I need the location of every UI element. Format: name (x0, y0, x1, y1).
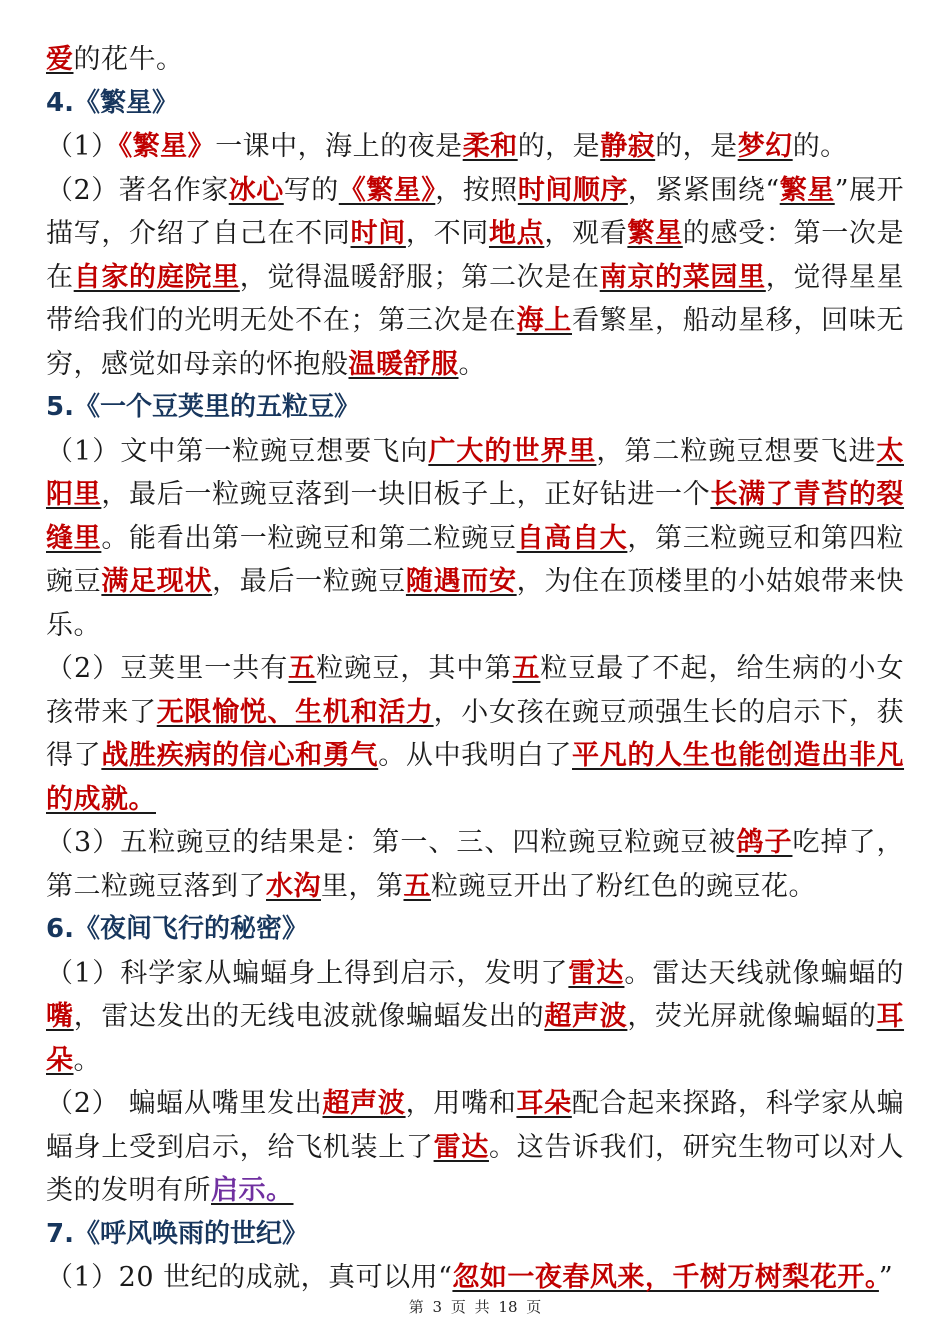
paragraph-5-2 (46, 647, 904, 821)
answer: 五 (403, 870, 431, 902)
text: ，不同 (405, 218, 489, 249)
paragraph-7-1 (46, 1256, 904, 1300)
answer: 南京的菜园里 (599, 261, 766, 293)
page-footer (0, 1296, 950, 1317)
answer: 自高自大 (516, 522, 628, 554)
current-page-number: 3 (432, 1298, 443, 1316)
text: 。这告诉我们，研究生物可以对人类的发明有所 (46, 1131, 905, 1206)
section-heading-7: 7.《呼风唤雨的世纪》 (46, 1218, 308, 1249)
footer-total-word: 共 (474, 1298, 490, 1316)
text: （2）豆荚里一共有 (46, 653, 289, 684)
text: （3）五粒豌豆的结果是：第一、三、四粒豌豆粒豌豆被 (46, 827, 737, 858)
answer: 自家的庭院里 (73, 261, 240, 293)
answer: 太阳里 (46, 435, 904, 510)
answer: 爱 (46, 44, 74, 75)
text: 。 (458, 348, 486, 380)
text: （1）20 世纪的成就，真可以用“ (46, 1262, 453, 1293)
text: （2）著名作家 (46, 174, 229, 206)
text: 的感受：第一次是在 (46, 218, 905, 293)
paragraph-5-1 (46, 430, 904, 648)
text: ，觉得星星带给我们的光明无处不在；第三次是在 (46, 261, 905, 336)
answer: 满足现状 (101, 566, 213, 597)
text: 配合起来探路，科学家从蝙蝠身上受到启示，给飞机装上了 (46, 1088, 905, 1163)
text: 的，是 (655, 131, 738, 162)
paragraph-6-2 (46, 1082, 904, 1213)
paragraph-intro (46, 38, 904, 82)
footer-prefix: 第 (408, 1298, 424, 1316)
answer: 梦幻 (737, 131, 793, 162)
text: ，最后一粒豌豆落到一块旧板子上，正好钻进一个 (101, 479, 711, 510)
answer: 平凡的人生也能创造出非凡的成就。 (46, 740, 905, 815)
text: ”展开描写，介绍了自己在不同 (46, 174, 905, 249)
answer: 水沟 (266, 870, 321, 902)
text: （1） (46, 131, 119, 162)
text: （2） 蝙蝠从嘴里发出 (46, 1088, 323, 1119)
text: ，按照 (435, 174, 518, 206)
answer: 五 (288, 653, 317, 684)
answer: 鸽子 (736, 827, 793, 858)
text: 粒豆最了不起，给生病的小女孩带来了 (46, 653, 905, 728)
text: ，觉得温暖舒服；第二次是在 (239, 261, 600, 293)
paragraph-4-2 (46, 169, 904, 387)
answer: 海上 (516, 305, 572, 336)
footer-suffix: 页 (526, 1298, 542, 1316)
answer: 繁星 (779, 174, 835, 206)
text: ，雷达发出的无线电波就像蝙蝠发出的 (73, 1001, 545, 1032)
paragraph-5-3 (46, 821, 904, 908)
title-text: 《繁星》 (118, 131, 216, 162)
paragraph-6-1 (46, 952, 904, 1083)
text: 的花牛。 (73, 44, 184, 75)
section-heading-5: 5.《一个豆荚里的五粒豆》 (46, 392, 360, 422)
answer: 超声波 (322, 1088, 406, 1119)
section-heading-6: 6.《夜间飞行的秘密》 (46, 914, 308, 944)
answer: 冰心 (228, 174, 284, 206)
answer: 无限愉悦、生机和活力 (156, 696, 434, 728)
answer: 忽如一夜春风来，千树万树梨花开。 (452, 1262, 879, 1293)
text: 吃掉了，第二粒豌豆落到了 (46, 827, 905, 902)
text: 的，是 (517, 131, 601, 162)
section-heading-4: 4.《繁星》 (46, 87, 178, 118)
text: （1）科学家从蝙蝠身上得到启示，发明了 (46, 957, 569, 989)
answer: 时间顺序 (517, 174, 628, 206)
answer: 随遇而安 (405, 566, 517, 597)
text: ，最后一粒豌豆 (212, 566, 406, 597)
text: ，第二粒豌豆想要飞进 (596, 435, 877, 467)
text: ，为住在顶楼里的小姑娘带来快乐。 (46, 566, 905, 641)
text: 。雷达天线就像蝙蝠的 (624, 957, 905, 989)
answer: 繁星 (627, 218, 683, 249)
text: 的。 (792, 131, 848, 162)
answer: 战胜疾病的信心和勇气 (101, 740, 379, 771)
text: ，小女孩在豌豆顽强生长的启示下，获得了 (46, 696, 905, 771)
text: 里，第 (321, 870, 404, 902)
text: 写的 (283, 174, 339, 206)
text: （1）文中第一粒豌豆想要飞向 (46, 435, 429, 467)
answer: 雷达 (433, 1131, 489, 1163)
answer: 广大的世界里 (428, 435, 597, 467)
answer: 柔和 (462, 131, 518, 162)
text: 。从中我明白了 (378, 740, 573, 771)
text: ，第三粒豌豆和第四粒豌豆 (46, 522, 905, 597)
text: 。 (73, 1044, 101, 1076)
answer: 地点 (488, 218, 545, 249)
text: ” (878, 1262, 894, 1293)
total-pages: 18 (498, 1298, 518, 1316)
text: 。能看出第一粒豌豆和第二粒豌豆 (101, 522, 517, 554)
answer: 雷达 (568, 957, 625, 989)
answer: 耳朵 (46, 1001, 905, 1076)
answer: 静寂 (600, 131, 656, 162)
answer: 嘴 (46, 1001, 74, 1032)
text: 粒豌豆开出了粉红色的豌豆花。 (431, 870, 816, 902)
text: 看繁星，船动星移，回味无穷，感觉如母亲的怀抱般 (46, 305, 905, 380)
answer: 《繁星》 (338, 174, 436, 206)
text: ，观看 (544, 218, 628, 249)
answer: 长满了青苔的裂缝里 (46, 479, 905, 554)
answer: 温暖舒服 (348, 348, 459, 380)
text: ，荧光屏就像蝙蝠的 (627, 1001, 877, 1032)
answer: 超声波 (544, 1001, 628, 1032)
text: ，用嘴和 (405, 1088, 517, 1119)
answer: 时间 (350, 218, 406, 249)
text: 一课中，海上的夜是 (215, 131, 463, 162)
answer: 耳朵 (516, 1088, 572, 1119)
paragraph-4-1 (46, 125, 904, 169)
text: ，紧紧围绕“ (627, 174, 780, 206)
answer: 五 (512, 653, 541, 684)
footer-page-word: 页 (450, 1298, 466, 1316)
answer: 启示。 (211, 1175, 294, 1206)
text: 粒豌豆，其中第 (316, 653, 513, 684)
